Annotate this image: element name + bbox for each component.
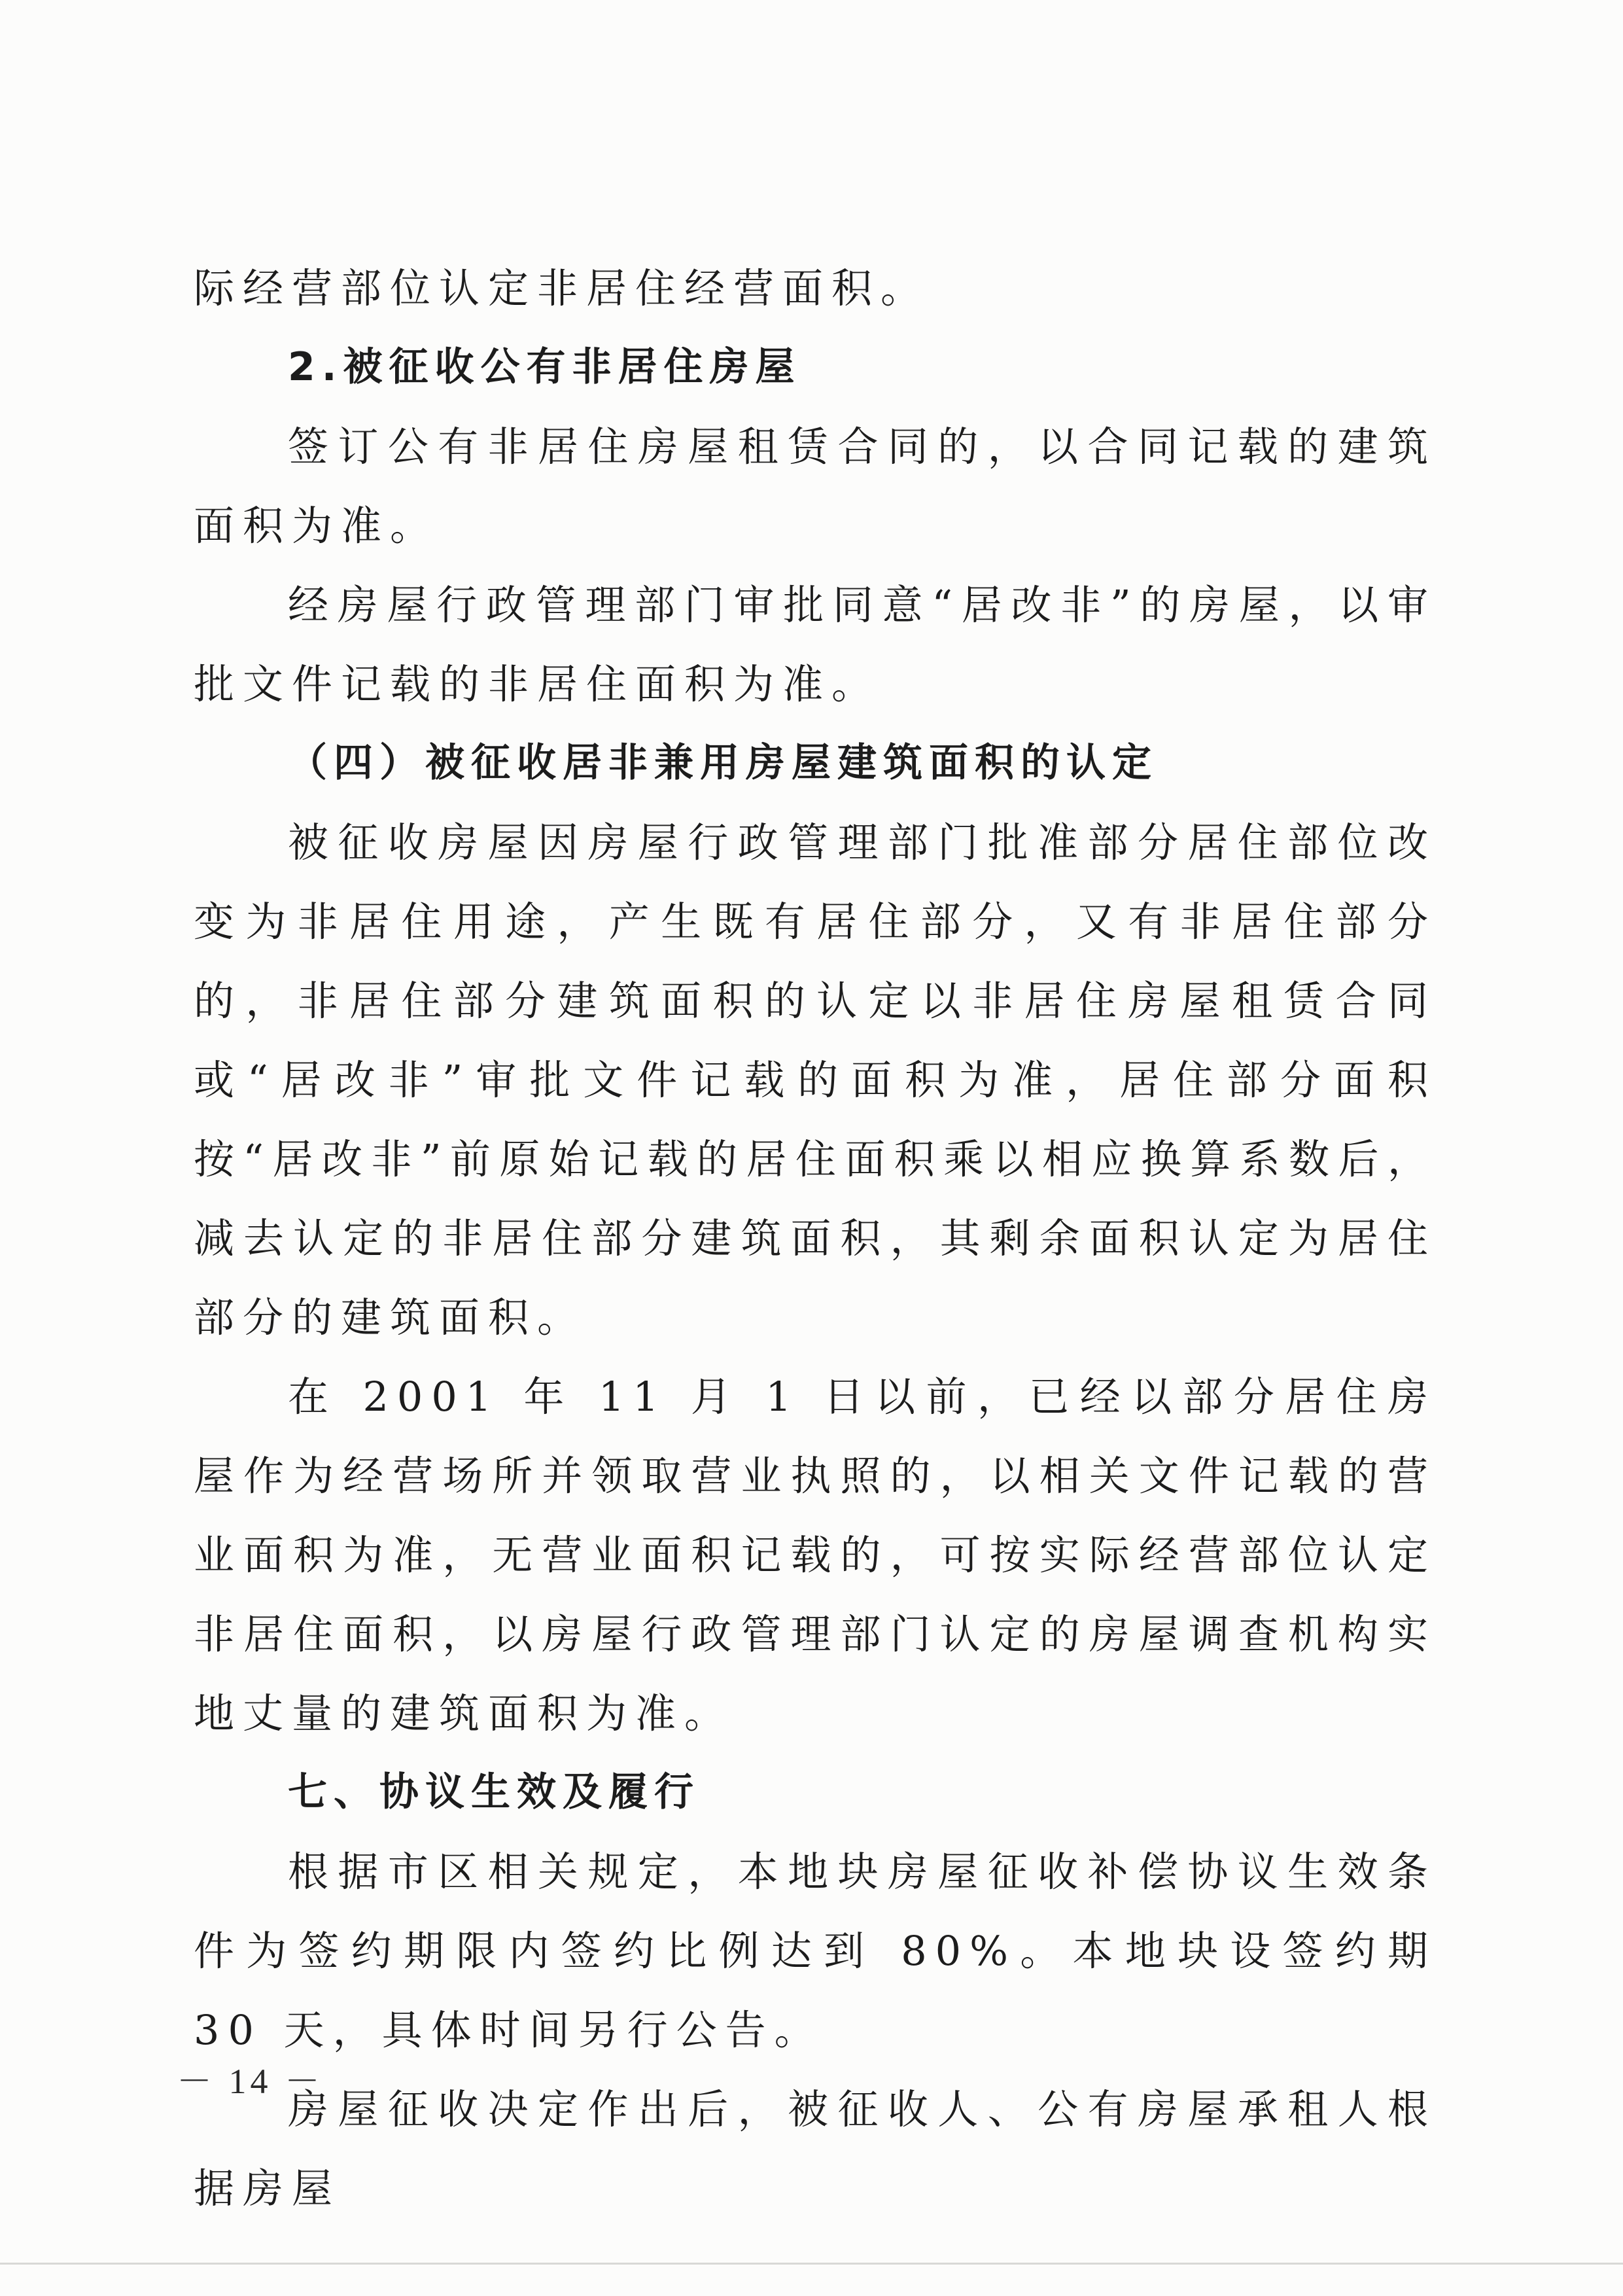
section-heading-agreement: 七、协议生效及履行 — [288, 1769, 700, 1815]
paragraph-after-decision: 房屋征收决定作出后，被征收人、公有房屋承租人根据房屋 — [194, 2085, 1437, 2212]
page-number: － 14 － — [177, 2062, 324, 2101]
paragraph-before-2001: 在 2001 年 11 月 1 日以前，已经以部分居住房屋作为经营场所并领取营业执照的，以相关文件记载的营业面积为准，无营业面积记载的，可按实际经营部位认定非居住面积，以房屋行政管理部门认定的房屋调查机构实地丈量的建筑面积为准。 — [194, 1373, 1437, 1737]
paragraph-lease-contract: 签订公有非居住房屋租赁合同的，以合同记载的建筑面积为准。 — [194, 423, 1437, 550]
bottom-scan-edge — [0, 2263, 1623, 2265]
paragraph-approval-document: 经房屋行政管理部门审批同意“居改非”的房屋，以审批文件记载的非居住面积为准。 — [194, 581, 1437, 708]
subheading-mixed-use-area: （四）被征收居非兼用房屋建筑面积的认定 — [288, 740, 1158, 786]
paragraph-signing-ratio: 根据市区相关规定，本地块房屋征收补偿协议生效条件为签约期限内签约比例达到 80%。本地块设签约期 30 天，具体时间另行公告。 — [194, 1848, 1437, 2054]
paragraph-continuation: 际经营部位认定非居住经营面积。 — [194, 264, 930, 312]
paragraph-mixed-use-rules: 被征收房屋因房屋行政管理部门批准部分居住部位改变为非居住用途，产生既有居住部分，又有非居住部分的，非居住部分建筑面积的认定以非居住房屋租赁合同或“居改非”审批文件记载的面积为准，居住部分面积按“居改非”前原始记载的居住面积乘以相应换算系数后，减去认定的非居住部分建筑面积，其剩余面积认定为居住部分的建筑面积。 — [194, 819, 1437, 1341]
document-body — [194, 249, 1437, 2228]
subheading-public-non-residential: 2.被征收公有非居住房屋 — [288, 344, 801, 390]
